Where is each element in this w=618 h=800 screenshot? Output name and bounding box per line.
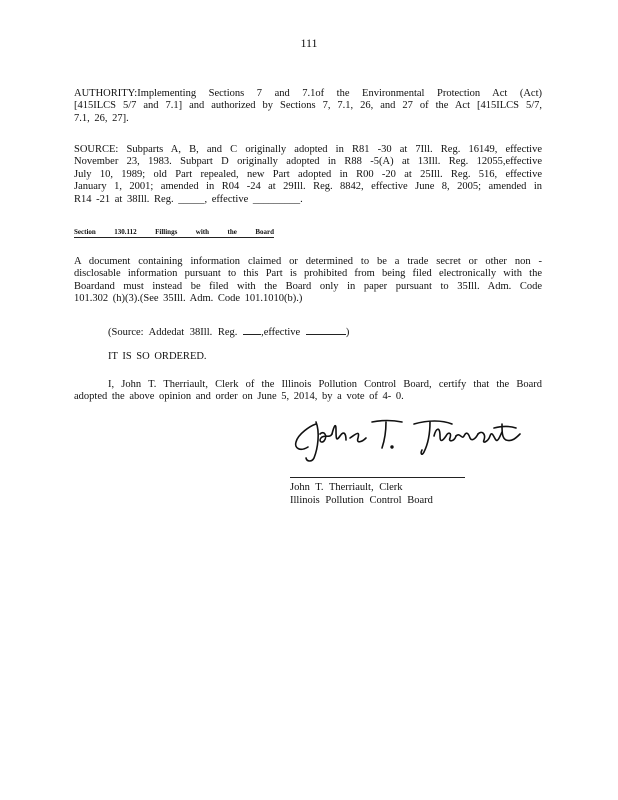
source-line: January 1, 2001; amended in R04 -24 at 29Ill. Reg. 8842, effective June 8, 2005; amended in — [74, 181, 542, 193]
source-line: July 10, 1989; old Part repealed, new Part adopted in R00 -20 at 25Ill. Reg. 516, effective — [74, 168, 542, 180]
section-body-paragraph — [74, 256, 542, 306]
authority-line: [415ILCS 5/7 and 7.1] and authorized by Sections 7, 7.1, 26, and 27 of the Act [415ILCS 5/7, — [74, 100, 542, 112]
certify-line: adopted the above opinion and order on June 5, 2014, by a vote of 4- 0. — [74, 391, 404, 403]
source-paragraph — [74, 144, 542, 206]
section-body-line: disclosable information pursuant to this Part is prohibited from being filed electronically with the — [74, 268, 542, 280]
authority-line: AUTHORITY:Implementing Sections 7 and 7.1of the Environmental Protection Act (Act) — [74, 88, 542, 99]
handwritten-signature — [290, 414, 530, 464]
source-amend-middle: ,effective — [261, 327, 301, 338]
authority-paragraph — [74, 88, 542, 125]
source-line: R14 -21 at 38Ill. Reg. _____, effective _________. — [74, 193, 303, 205]
certification-paragraph — [74, 379, 542, 404]
blank-line — [306, 325, 346, 335]
section-body-line: Boardand must instead be filed with the Board only in paper pursuant to 35Ill. Adm. Code — [74, 280, 542, 292]
signature-line — [290, 477, 465, 478]
authority-line: 7.1, 26, 27]. — [74, 112, 129, 124]
section-body-line: 101.302 (h)(3).(See 35Ill. Adm. Code 101.1010(b).) — [74, 293, 303, 305]
source-amendment-note — [108, 325, 349, 338]
blank-line — [243, 325, 261, 335]
certify-line: I, John T. Therriault, Clerk of the Illinois Pollution Control Board, certify that the Board — [108, 379, 542, 390]
clerk-block — [290, 481, 433, 507]
clerk-name: John T. Therriault, Clerk — [290, 482, 403, 493]
section-body-line: A document containing information claimed or determined to be a trade secret or other non - — [74, 256, 542, 267]
source-amend-prefix: (Source: Addedat 38Ill. Reg. — [108, 327, 238, 338]
source-amend-suffix: ) — [345, 327, 350, 338]
section-heading: Section 130.112 Fillings with the Board — [74, 228, 274, 236]
source-line: SOURCE: Subparts A, B, and C originally adopted in R81 -30 at 7Ill. Reg. 16149, effective — [74, 144, 542, 155]
source-line: November 23, 1983. Subpart D originally adopted in R88 -5(A) at 13Ill. Reg. 12055,effective — [74, 156, 542, 168]
clerk-organization: Illinois Pollution Control Board — [290, 495, 433, 506]
page-number: 111 — [300, 36, 318, 50]
ordered-statement: IT IS SO ORDERED. — [108, 351, 207, 362]
